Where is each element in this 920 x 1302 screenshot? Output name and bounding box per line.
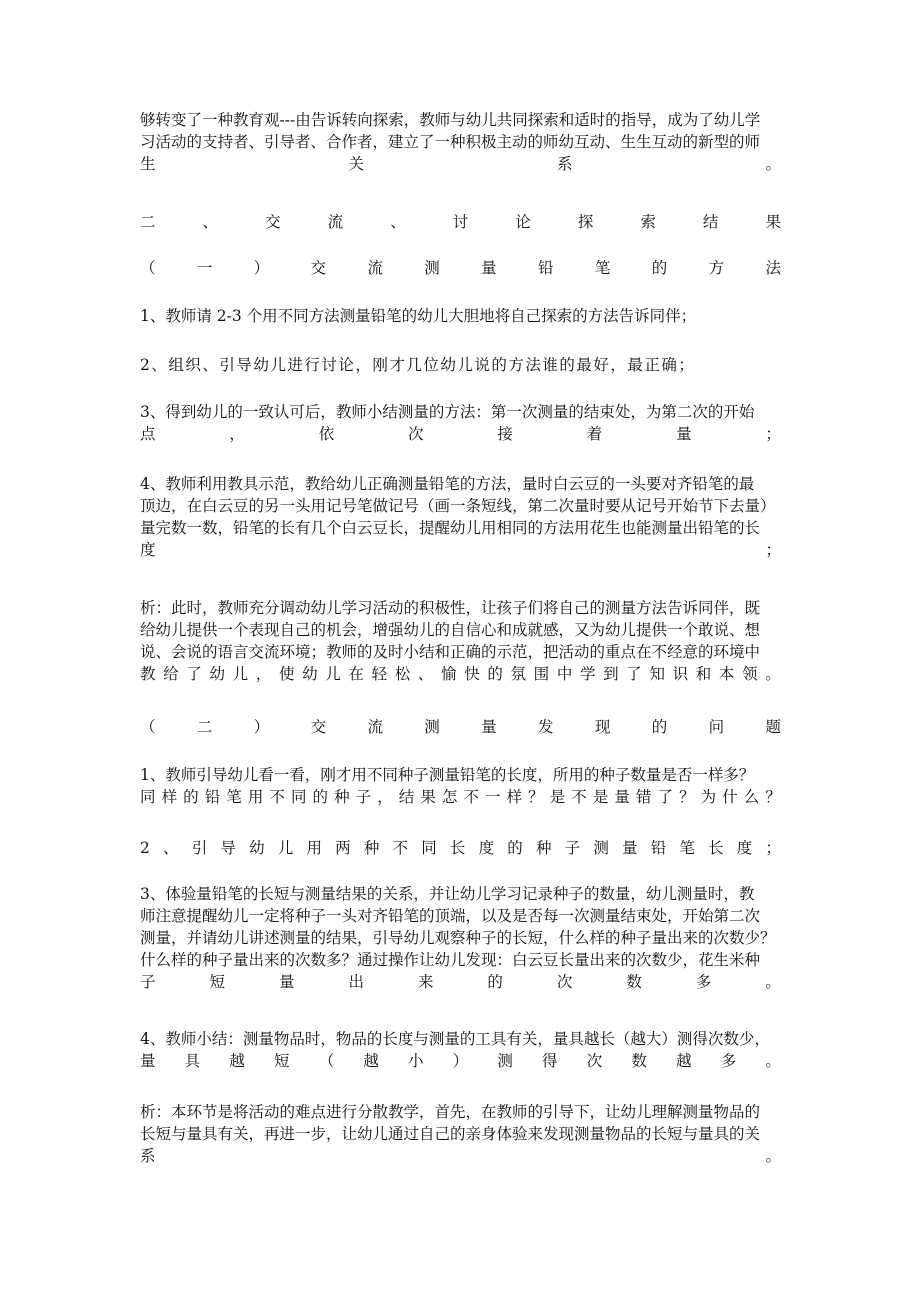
text-glyph: 愉 (441, 665, 457, 683)
paragraph-3 (140, 401, 781, 445)
justified-line (140, 539, 781, 561)
text-glyph: 教 (140, 665, 156, 683)
text-glyph: 得 (542, 1052, 558, 1070)
text-glyph: 量 (614, 788, 630, 806)
text-glyph: 顶边，在白云豆的另一头用记号笔做记号（画一条短线，第二次量时要从记号开始节下去量） (140, 497, 776, 515)
question-3 (140, 883, 781, 993)
text-glyph: 什么样的种子量出来的次数多？通过操作让幼儿发现：白云豆长量出来的次数少，花生米种 (140, 951, 761, 969)
text-glyph: 测 (593, 839, 609, 857)
text-glyph: 给 (163, 665, 179, 683)
text-glyph: ； (765, 839, 781, 857)
text-glyph: 子 (355, 788, 372, 806)
text-glyph: 果 (420, 788, 436, 806)
text-glyph: 给幼儿提供一个表现自己的机会，增强幼儿的自信心和成就感，又为幼儿提供一个敢说、想 (140, 621, 761, 639)
text-glyph: 幼 (249, 839, 265, 857)
text-glyph: （ (318, 1052, 335, 1070)
justified-line (140, 257, 781, 279)
text-glyph: 交 (310, 718, 327, 736)
text-glyph: 系 (140, 1147, 156, 1165)
text-glyph: 度 (478, 839, 495, 857)
text-glyph: 探 (577, 213, 594, 231)
text-glyph: 在 (348, 665, 364, 683)
text-glyph: 不 (392, 839, 409, 857)
text-glyph: 数 (631, 1052, 647, 1070)
text-glyph: 种 (334, 788, 350, 806)
justified-line (140, 663, 781, 685)
text-glyph: 3、体验量铅笔的长短与测量结果的关系，并让幼儿学习记录种子的数量，幼儿测量时，教 (140, 885, 755, 903)
text-glyph: 讨 (452, 213, 469, 231)
text-glyph: 幼 (209, 665, 225, 683)
subheading-1 (140, 257, 781, 279)
text-glyph: 中 (556, 665, 573, 683)
text-glyph: 说、会说的语言交流环境；教师的及时小结和正确的示范，把活动的重点在不经意的环境中 (140, 643, 761, 661)
text-glyph: 2、组织、引导幼儿进行讨论，刚才几位幼儿说的方法谁的最好，最正确； (140, 356, 696, 374)
justified-line (140, 423, 781, 445)
text-glyph: 生 (140, 155, 156, 173)
paragraph-intro (140, 109, 781, 175)
text-glyph: 测 (497, 1052, 513, 1070)
text-glyph: 结 (398, 788, 415, 806)
text-glyph: 次 (556, 973, 573, 991)
text-glyph: 出 (348, 973, 364, 991)
text-glyph: 越 (363, 1052, 379, 1070)
text-glyph: 量 (481, 718, 497, 736)
text-glyph: 氛 (510, 665, 527, 683)
text-glyph: 一 (196, 259, 213, 277)
text-glyph: 法 (765, 259, 781, 277)
text-glyph: 用 (247, 788, 264, 806)
text-glyph: 么 (743, 788, 760, 806)
text-glyph: 。 (765, 973, 781, 991)
text-glyph: 来 (417, 973, 434, 991)
justified-line (140, 1145, 781, 1167)
text-glyph: 什 (722, 788, 738, 806)
text-glyph: 、 (417, 665, 434, 683)
text-glyph: 现 (594, 718, 611, 736)
text-glyph: ？ (528, 788, 544, 806)
text-glyph: 论 (515, 213, 531, 231)
text-glyph: 多 (720, 1052, 737, 1070)
justified-line (140, 153, 781, 175)
text-glyph: ， (377, 788, 393, 806)
text-glyph: 、 (163, 839, 179, 857)
justified-line (140, 786, 781, 808)
text-glyph: 铅 (650, 839, 667, 857)
text-glyph: ； (765, 541, 781, 559)
text-glyph: 次 (408, 425, 424, 443)
question-1 (140, 764, 781, 808)
justified-line (140, 716, 781, 738)
text-glyph: 的 (651, 259, 668, 277)
text-glyph: 流 (367, 718, 383, 736)
text-line: 够转变了一种教育观---由告诉转向探索，教师与幼儿共同探索和适时的指导，成为了幼儿学 (140, 111, 761, 129)
paragraph-4 (140, 473, 781, 561)
analysis-1 (140, 597, 781, 685)
text-glyph: 系 (556, 155, 573, 173)
text-glyph: 越 (229, 1052, 245, 1070)
question-4 (140, 1028, 781, 1072)
text-glyph: 短 (274, 1052, 290, 1070)
text-glyph: 具 (184, 1052, 201, 1070)
text-line: 习活动的支持者、引导者、合作者，建立了一种积极主动的师幼互动、生生互动的新型的师 (140, 133, 761, 151)
text-glyph: 、 (202, 213, 219, 231)
paragraph-1 (140, 305, 781, 327)
text-glyph: 量 (278, 973, 295, 991)
text-glyph: 二 (196, 718, 213, 736)
text-glyph: 为 (700, 788, 717, 806)
text-glyph: 儿 (277, 839, 294, 857)
text-glyph: 的 (312, 788, 329, 806)
text-glyph: 子 (564, 839, 581, 857)
text-glyph: 导 (220, 839, 236, 857)
text-glyph: 引 (191, 839, 208, 857)
text-glyph: 是 (549, 788, 566, 806)
text-glyph: 不 (463, 788, 479, 806)
text-glyph: 着 (586, 425, 603, 443)
text-glyph: 二 (140, 213, 156, 231)
subheading-2 (140, 716, 781, 738)
text-glyph: 的 (487, 665, 503, 683)
text-glyph: 点 (140, 425, 156, 443)
text-glyph: 的 (487, 973, 503, 991)
text-glyph: 测量，并请幼儿讲述测量的结果，引导幼儿观察种子的长短，什么样的种子量出来的次数少？ (140, 929, 776, 947)
text-glyph: （ (140, 718, 156, 736)
text-glyph: 长短与量具有关，再进一步，让幼儿通过自己的亲身体验来发现测量物品的长短与量具的关 (140, 1125, 761, 1143)
text-glyph: 量 (140, 1052, 156, 1070)
justified-line (140, 837, 781, 859)
text-glyph: 了 (626, 665, 642, 683)
text-glyph: 长 (708, 839, 724, 857)
text-glyph: 1、教师引导幼儿看一看，刚才用不同种子测量铅笔的长度，所用的种子数量是否一样多？ (140, 766, 755, 784)
text-glyph: 同 (290, 788, 307, 806)
text-glyph: 量 (676, 425, 692, 443)
text-glyph: 的 (651, 718, 668, 736)
text-glyph: 2 (140, 839, 150, 857)
text-glyph: 。 (765, 1052, 781, 1070)
text-glyph: 识 (672, 665, 689, 683)
text-glyph: 接 (497, 425, 513, 443)
text-glyph: 量 (622, 839, 638, 857)
text-glyph: 了 (657, 788, 674, 806)
text-glyph: 发 (538, 718, 554, 736)
analysis-2 (140, 1101, 781, 1167)
text-glyph: 了 (186, 665, 202, 683)
text-glyph: 交 (310, 259, 327, 277)
text-glyph: 结 (702, 213, 719, 231)
text-glyph: 儿 (232, 665, 249, 683)
text-glyph: 多 (695, 973, 712, 991)
text-glyph: ） (253, 259, 270, 277)
text-glyph: 铅 (538, 259, 554, 277)
text-glyph: 笔 (679, 839, 695, 857)
text-glyph: 度 (140, 541, 156, 559)
text-glyph: ？ (765, 788, 781, 806)
text-glyph: 幼 (302, 665, 318, 683)
text-glyph: 样 (506, 788, 523, 806)
text-glyph: 3、得到幼儿的一致认可后，教师小结测量的方法：第一次测量的结束处，为第二次的开始 (140, 403, 755, 421)
text-glyph: 松 (394, 665, 411, 683)
text-glyph: ， (229, 425, 245, 443)
text-glyph: 子 (140, 973, 156, 991)
text-glyph: 两 (335, 839, 351, 857)
text-glyph: 和 (695, 665, 712, 683)
paragraph-2 (140, 354, 781, 376)
text-glyph: 快 (464, 665, 480, 683)
text-glyph: 学 (579, 665, 596, 683)
text-glyph: 交 (265, 213, 281, 231)
text-glyph: 本 (718, 665, 735, 683)
text-glyph: 使 (278, 665, 295, 683)
text-glyph: 同 (140, 788, 156, 806)
text-glyph: 铅 (204, 788, 221, 806)
text-glyph: 的 (183, 788, 199, 806)
text-glyph: ； (765, 425, 781, 443)
text-glyph: 数 (626, 973, 642, 991)
text-glyph: 测 (424, 259, 440, 277)
text-glyph: 。 (765, 1147, 781, 1165)
justified-line (140, 1050, 781, 1072)
text-glyph: 用 (306, 839, 322, 857)
text-glyph: ） (452, 1052, 469, 1070)
text-glyph: 越 (676, 1052, 692, 1070)
text-glyph: 果 (765, 213, 781, 231)
text-glyph: ？ (679, 788, 695, 806)
text-glyph: 、 (390, 213, 406, 231)
text-glyph: 种 (535, 839, 552, 857)
text-glyph: 方 (708, 259, 725, 277)
text-glyph: 流 (327, 213, 344, 231)
text-glyph: 笔 (594, 259, 611, 277)
text-glyph: 。 (765, 155, 781, 173)
text-glyph: 次 (586, 1052, 603, 1070)
text-glyph: 测 (424, 718, 440, 736)
text-glyph: 是 (592, 788, 609, 806)
text-glyph: 量 (481, 259, 497, 277)
text-glyph: 问 (708, 718, 725, 736)
text-glyph: 析：本环节是将活动的难点进行分散教学，首先，在教师的引导下，让幼儿理解测量物品的 (140, 1103, 761, 1121)
text-glyph: 依 (318, 425, 335, 443)
text-glyph: 长 (449, 839, 466, 857)
text-glyph: ， (255, 665, 272, 683)
section-heading-2 (140, 211, 781, 233)
text-glyph: 样 (161, 788, 178, 806)
text-glyph: 量完数一数，铅笔的长有几个白云豆长，提醒幼儿用相同的方法用花生也能测量出铅笔的长 (140, 519, 761, 537)
text-glyph: 儿 (325, 665, 341, 683)
text-glyph: 。 (765, 665, 781, 683)
justified-line (140, 211, 781, 233)
text-glyph: 4、教师小结：测量物品时，物品的长度与测量的工具有关，量具越长（越大）测得次数少， (140, 1030, 770, 1048)
text-glyph: 1、教师请 2-3 个用不同方法测量铅笔的幼儿大胆地将自己探索的方法告诉同伴； (140, 307, 697, 325)
justified-line (140, 971, 781, 993)
text-glyph: 的 (507, 839, 523, 857)
text-glyph: 不 (571, 788, 587, 806)
text-glyph: 4、教师利用教具示范，教给幼儿正确测量铅笔的方法，量时白云豆的一头要对齐铅笔的最 (140, 475, 755, 493)
text-glyph: 度 (736, 839, 753, 857)
text-glyph: 种 (363, 839, 380, 857)
text-glyph: 知 (649, 665, 665, 683)
text-glyph: 领 (742, 665, 758, 683)
text-glyph: 索 (640, 213, 656, 231)
text-glyph: （ (140, 259, 156, 277)
text-glyph: 关 (348, 155, 364, 173)
text-glyph: 题 (765, 718, 781, 736)
text-glyph: 笔 (226, 788, 242, 806)
text-glyph: 析：此时，教师充分调动幼儿学习活动的积极性，让孩子们将自己的测量方法告诉同伴，既 (140, 599, 761, 617)
text-glyph: 小 (408, 1052, 424, 1070)
text-glyph: 短 (209, 973, 225, 991)
text-glyph: 师注意提醒幼儿一定将种子一头对齐铅笔的顶端，以及是否每一次测量结束处，开始第二次 (140, 907, 761, 925)
text-glyph: 同 (421, 839, 437, 857)
text-glyph: 轻 (371, 665, 388, 683)
text-glyph: ） (253, 718, 270, 736)
text-glyph: 流 (367, 259, 383, 277)
text-glyph: 不 (269, 788, 285, 806)
text-glyph: 怎 (441, 788, 458, 806)
text-glyph: 一 (485, 788, 501, 806)
text-glyph: 围 (533, 665, 550, 683)
text-glyph: 错 (635, 788, 652, 806)
text-glyph: 到 (603, 665, 619, 683)
question-2 (140, 837, 781, 859)
